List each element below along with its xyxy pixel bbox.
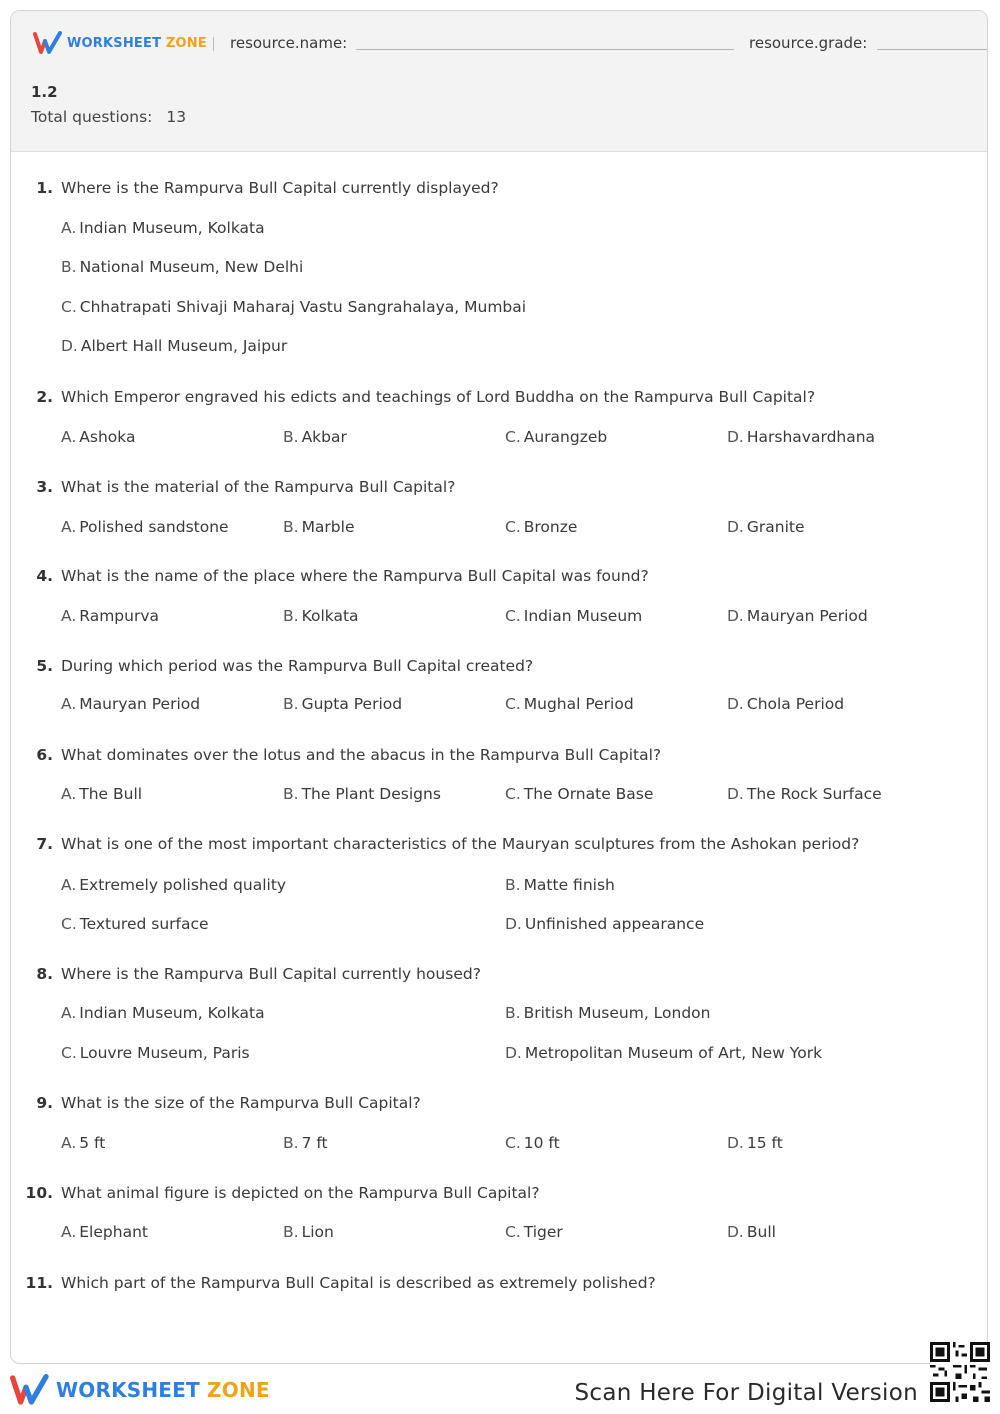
question-text: What is one of the most important characteristics of the Mauryan sculptures from the Ashokan period? [61, 835, 860, 853]
option-c[interactable]: C. Aurangzeb [505, 428, 608, 446]
option-d[interactable]: D. Granite [727, 518, 805, 536]
logo-w-icon [33, 31, 63, 55]
question-text: Where is the Rampurva Bull Capital currently displayed? [61, 179, 499, 197]
question-number: 4. [36, 567, 53, 585]
footer-brand-logo [10, 1374, 270, 1406]
option-c[interactable]: C. 10 ft [505, 1134, 560, 1152]
option-b[interactable]: B. Akbar [283, 428, 347, 446]
option-b[interactable]: B. Matte finish [505, 876, 615, 894]
brand-name-part1: WORKSHEET [67, 35, 162, 51]
option-b[interactable]: B. Kolkata [283, 607, 359, 625]
resource-grade-label: resource.grade: [749, 34, 868, 52]
brand-name-part2: ZONE [165, 35, 207, 51]
option-c[interactable]: C. Chhatrapati Shivaji Maharaj Vastu Sangrahalaya, Mumbai [61, 298, 527, 316]
option-c[interactable]: C. Bronze [505, 518, 578, 536]
option-d[interactable]: D. Harshavardhana [727, 428, 876, 446]
option-d[interactable]: D. Metropolitan Museum of Art, New York [505, 1044, 823, 1062]
option-d[interactable]: D. The Rock Surface [727, 785, 882, 803]
option-a[interactable]: A. Ashoka [61, 428, 136, 446]
option-a[interactable]: A. Rampurva [61, 607, 159, 625]
option-b[interactable]: B. British Museum, London [505, 1004, 711, 1022]
question-text: What animal figure is depicted on the Rampurva Bull Capital? [61, 1184, 540, 1202]
option-c[interactable]: C. Louvre Museum, Paris [61, 1044, 250, 1062]
question-number: 5. [36, 657, 53, 675]
scan-text: Scan Here For Digital Version [574, 1380, 918, 1406]
question-text: What is the size of the Rampurva Bull Capital? [61, 1094, 421, 1112]
option-a[interactable]: A. Indian Museum, Kolkata [61, 219, 265, 237]
option-b[interactable]: B. Lion [283, 1223, 334, 1241]
version-label: 1.2 [31, 83, 58, 101]
question-number: 9. [36, 1094, 53, 1112]
option-c[interactable]: C. Mughal Period [505, 695, 634, 713]
question-text: Which part of the Rampurva Bull Capital is described as extremely polished? [61, 1274, 656, 1292]
option-a[interactable]: A. Elephant [61, 1223, 148, 1241]
option-d[interactable]: D. 15 ft [727, 1134, 783, 1152]
resource-name-label: resource.name: [230, 34, 348, 52]
resource-name-line[interactable] [356, 49, 734, 50]
option-d[interactable]: D. Mauryan Period [727, 607, 868, 625]
question-number: 3. [36, 478, 53, 496]
option-a[interactable]: A. The Bull [61, 785, 143, 803]
page-footer [0, 1366, 1000, 1414]
question-number: 8. [36, 965, 53, 983]
question-number: 11. [25, 1274, 53, 1292]
question-number: 2. [36, 388, 53, 406]
question-number: 6. [36, 746, 53, 764]
worksheet-header [11, 11, 987, 152]
total-questions-label: Total questions: [31, 108, 153, 126]
option-b[interactable]: B. Marble [283, 518, 355, 536]
resource-grade-line[interactable] [877, 49, 988, 50]
question-text: What is the name of the place where the Rampurva Bull Capital was found? [61, 567, 649, 585]
option-a[interactable]: A. 5 ft [61, 1134, 106, 1152]
total-questions-value: 13 [166, 108, 187, 126]
header-divider [213, 37, 214, 51]
question-number: 1. [36, 179, 53, 197]
total-questions [31, 108, 186, 126]
option-c[interactable]: C. Tiger [505, 1223, 563, 1241]
qr-code-icon[interactable] [930, 1342, 990, 1402]
question-text: Which Emperor engraved his edicts and teachings of Lord Buddha on the Rampurva Bull Capital? [61, 388, 816, 406]
option-b[interactable]: B. Gupta Period [283, 695, 403, 713]
option-b[interactable]: B. National Museum, New Delhi [61, 258, 304, 276]
brand-logo [33, 31, 207, 55]
option-c[interactable]: C. The Ornate Base [505, 785, 654, 803]
option-d[interactable]: D. Bull [727, 1223, 776, 1241]
worksheet-page [10, 10, 988, 1364]
option-a[interactable]: A. Extremely polished quality [61, 876, 287, 894]
option-b[interactable]: B. The Plant Designs [283, 785, 441, 803]
option-c[interactable]: C. Indian Museum [505, 607, 643, 625]
option-b[interactable]: B. 7 ft [283, 1134, 328, 1152]
footer-brand-part2: ZONE [207, 1378, 270, 1402]
option-d[interactable]: D. Unfinished appearance [505, 915, 705, 933]
footer-brand-part1: WORKSHEET [56, 1378, 200, 1402]
question-text: What is the material of the Rampurva Bull Capital? [61, 478, 456, 496]
option-d[interactable]: D. Chola Period [727, 695, 845, 713]
option-c[interactable]: C. Textured surface [61, 915, 209, 933]
logo-w-icon [10, 1374, 50, 1406]
option-d[interactable]: D. Albert Hall Museum, Jaipur [61, 337, 288, 355]
question-text: During which period was the Rampurva Bull Capital created? [61, 657, 534, 675]
question-number: 7. [36, 835, 53, 853]
question-text: What dominates over the lotus and the abacus in the Rampurva Bull Capital? [61, 746, 662, 764]
question-text: Where is the Rampurva Bull Capital currently housed? [61, 965, 481, 983]
option-a[interactable]: A. Polished sandstone [61, 518, 229, 536]
option-a[interactable]: A. Indian Museum, Kolkata [61, 1004, 265, 1022]
option-a[interactable]: A. Mauryan Period [61, 695, 201, 713]
question-number: 10. [25, 1184, 53, 1202]
